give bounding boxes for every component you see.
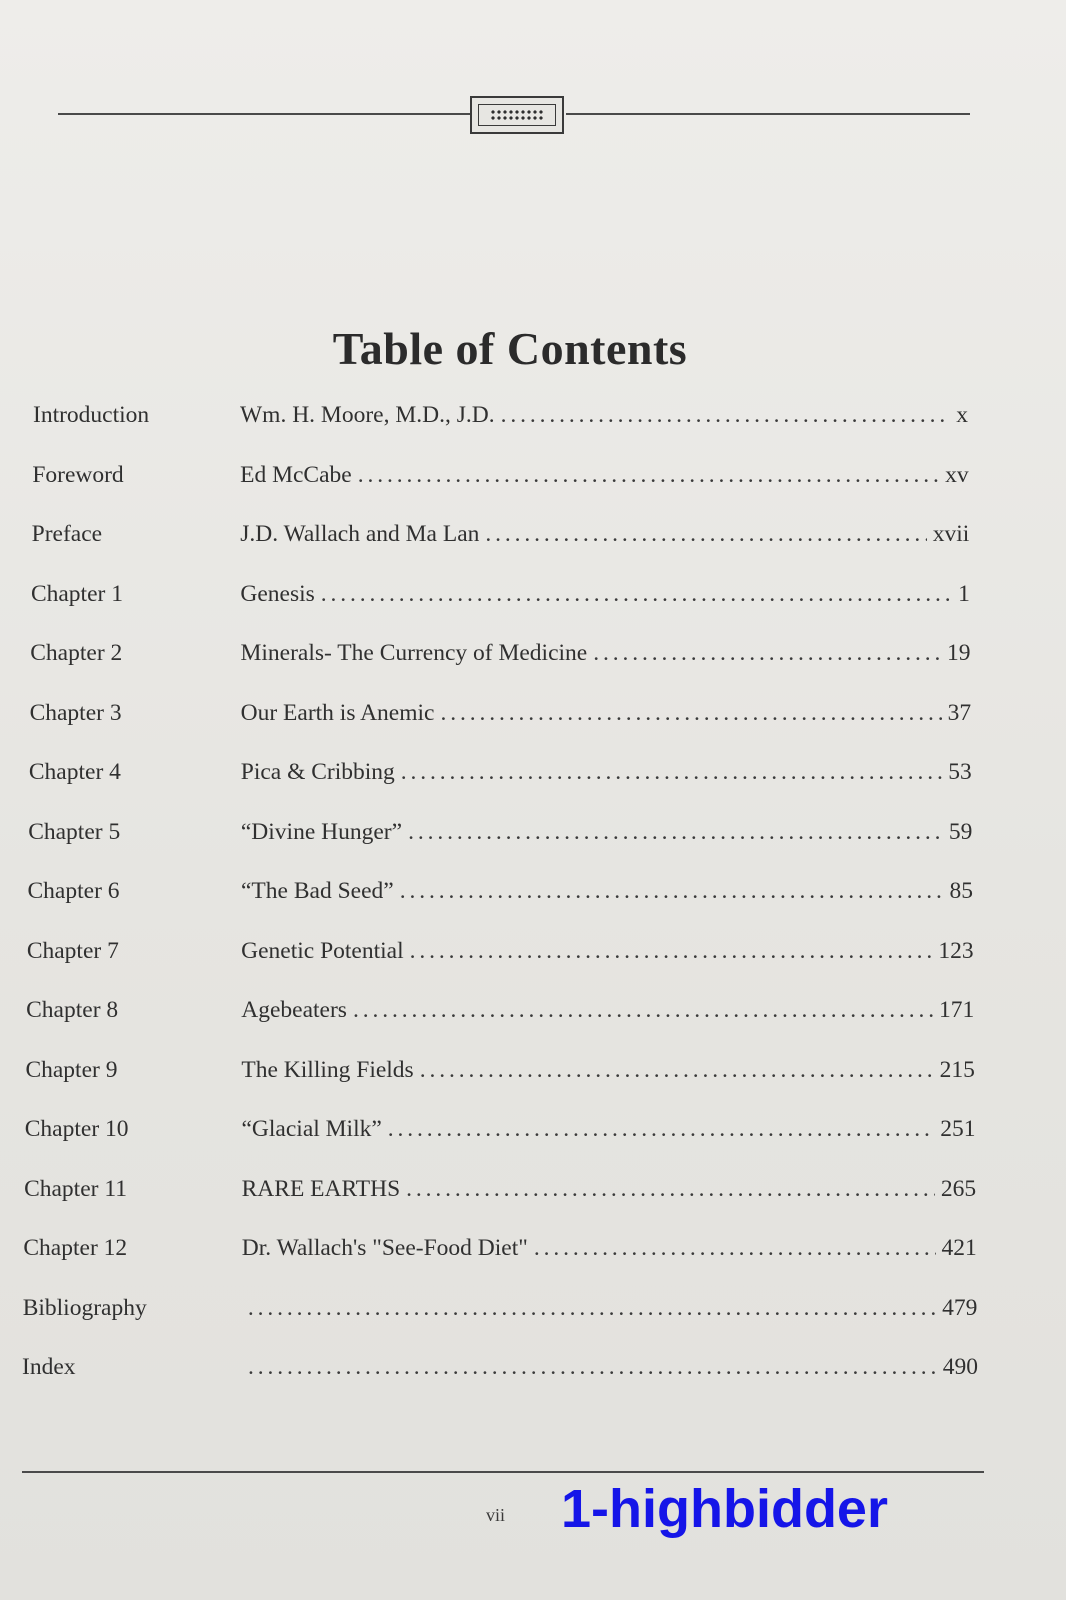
toc-label: Introduction: [33, 402, 150, 428]
toc-entry-title: “The Bad Seed”: [241, 878, 394, 904]
ornament-pattern: [490, 109, 544, 121]
toc-row: [0, 1116, 1066, 1150]
toc-row: [0, 1295, 1066, 1329]
toc-entry-title: Our Earth is Anemic: [240, 699, 435, 726]
toc-row: [0, 1354, 1066, 1388]
toc-page-number: 479: [942, 1294, 978, 1321]
toc-page-number: 490: [942, 1354, 978, 1380]
toc-entry-title: Wm. H. Moore, M.D., J.D.: [240, 402, 495, 428]
dot-leader: [388, 1116, 934, 1143]
toc-label: Chapter 7: [26, 937, 119, 964]
toc-entry-title: Dr. Wallach's "See-Food Diet": [241, 1235, 528, 1261]
toc-entry-title: RARE EARTHS: [241, 1175, 401, 1202]
toc-entry-title: Minerals- The Currency of Medicine: [240, 640, 588, 666]
toc-page-number: 85: [949, 878, 973, 904]
dot-leader: [485, 521, 926, 548]
toc-label: Chapter 11: [24, 1175, 127, 1202]
header-rule-left: [58, 113, 470, 115]
toc-page-number: 123: [938, 937, 974, 964]
toc-row: [0, 581, 1066, 615]
toc-entry-title: “Divine Hunger”: [240, 818, 403, 845]
toc-page-number: 421: [941, 1235, 977, 1261]
toc-row: [0, 1057, 1066, 1091]
dot-leader: [408, 819, 943, 846]
toc-label: Chapter 6: [27, 878, 120, 904]
toc-entry-title: The Killing Fields: [241, 1056, 414, 1083]
toc-label: Chapter 10: [24, 1116, 129, 1142]
toc-page-number: 171: [939, 997, 975, 1023]
toc-page-number: xvii: [932, 521, 970, 547]
page-title: Table of Contents: [332, 323, 688, 374]
toc-label: Chapter 12: [23, 1235, 128, 1261]
dot-leader: [401, 759, 942, 786]
toc-entry-title: Genesis: [240, 580, 315, 607]
toc-page-number: 1: [958, 580, 970, 607]
dot-leader: [534, 1235, 936, 1262]
dot-leader: [321, 581, 952, 608]
toc-row: [0, 1176, 1066, 1210]
toc-label: Index: [22, 1354, 76, 1380]
toc-row: [0, 938, 1066, 972]
toc-row: [0, 462, 1066, 496]
toc-page-number: 215: [939, 1056, 975, 1083]
dot-leader: [400, 878, 944, 905]
page-number: vii: [486, 1505, 506, 1525]
footer-rule: [22, 1471, 984, 1473]
dot-leader: [353, 997, 933, 1024]
toc-label: Chapter 1: [30, 580, 123, 607]
toc-label: Preface: [31, 521, 103, 547]
toc-page-number: x: [956, 402, 968, 428]
toc-row: [0, 997, 1066, 1031]
toc-page-number: 53: [948, 759, 972, 785]
toc-row: [0, 819, 1066, 853]
toc-row: [0, 759, 1066, 793]
toc-page-number: 251: [940, 1116, 976, 1142]
dot-leader: [358, 462, 939, 489]
toc-label: Chapter 8: [26, 997, 119, 1023]
toc-page-number: 59: [948, 818, 973, 845]
dot-leader: [420, 1057, 934, 1084]
watermark: 1-highbidder: [561, 1479, 888, 1539]
toc-page-number: 19: [947, 640, 971, 666]
toc-row: [0, 521, 1066, 555]
toc-label: Chapter 5: [28, 818, 121, 845]
toc-row: [0, 878, 1066, 912]
toc-page-number: 265: [940, 1175, 977, 1202]
dot-leader: [248, 1295, 936, 1322]
dot-leader: [410, 938, 933, 965]
header-rule-right: [566, 113, 970, 115]
dot-leader: [593, 640, 941, 667]
toc-page-number: 37: [947, 699, 972, 726]
toc-row: [0, 700, 1066, 734]
toc-label: Chapter 2: [30, 640, 123, 666]
toc-label: Chapter 9: [25, 1056, 118, 1083]
dot-leader: [440, 700, 941, 727]
toc-row: [0, 402, 1066, 436]
toc-entry-title: Pica & Cribbing: [240, 759, 395, 785]
toc-entry-title: Ed McCabe: [240, 461, 352, 488]
toc-label: Bibliography: [22, 1294, 147, 1321]
dot-leader: [406, 1176, 935, 1203]
toc-row: [0, 640, 1066, 674]
header-ornament: [470, 96, 564, 134]
toc-row: [0, 1235, 1066, 1269]
toc-entry-title: Agebeaters: [241, 997, 347, 1023]
dot-leader: [501, 402, 951, 429]
toc-entry-title: J.D. Wallach and Ma Lan: [240, 521, 480, 547]
dot-leader: [248, 1354, 937, 1381]
toc-label: Foreword: [32, 461, 124, 488]
toc-label: Chapter 3: [29, 699, 122, 726]
toc-page-number: xv: [945, 461, 969, 488]
toc-entry-title: “Glacial Milk”: [241, 1116, 382, 1142]
toc-entry-title: Genetic Potential: [241, 937, 404, 964]
toc-label: Chapter 4: [28, 759, 121, 785]
